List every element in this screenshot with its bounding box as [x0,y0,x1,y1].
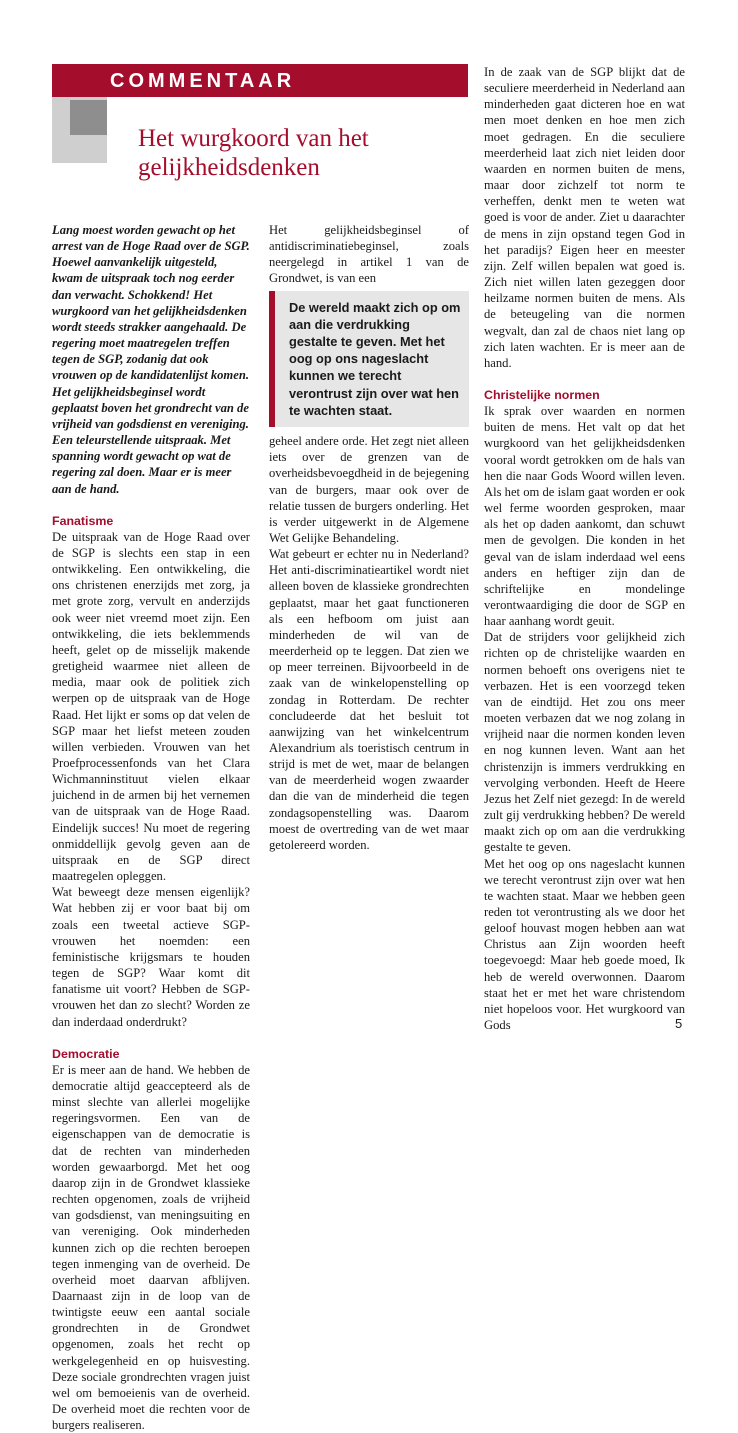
paragraph: Met het oog op ons nageslacht kunnen we terecht verontrust zijn over wat hen te wachten staat. Maar we hebben geen reden tot verontrusting als we door het geloof houvast mogen hebben aan wat Christus aan Zijn woorden heeft toegevoegd: Maar heb goede moed, Ik heb de wereld overwonnen. Daarom staat het er met het ware christendom niet hopeloos voor. Het wurgkoord van Gods [484,856,685,1033]
article-title: Het wurgkoord van het gelijkheidsdenken [138,125,369,181]
paragraph: Het gelijkheidsbeginsel of antidiscriminatiebeginsel, zoals neergelegd in artikel 1 van de Grondwet, is van een [269,223,469,286]
column-2 [269,222,469,853]
lead-paragraph: Lang moest worden gewacht op het arrest van de Hoge Raad over de SGP. Hoewel aanvankelijk uitgesteld, kwam de uitspraak toch nog eerder dan verwacht. Schokkend! Het wurgkoord van het gelijkheidsdenken wordt steeds strakker aangehaald. De regering moet maatregelen treffen tegen de SGP, zodanig dat ook vrouwen op de kandidatenlijst komen. Het gelijkheidsbeginsel wordt geplaatst boven het grondrecht van de vrijheid van godsdienst en vereniging. Een teleurstellende uitspraak. Met spanning wordt gewacht op wat de regering zal doen. Maar er is meer aan de hand. [52,223,250,496]
paragraph: Dat de strijders voor gelijkheid zich richten op de christelijke waarden en normen behoeft ons overigens niet te verbazen. Het is een voorzegd teken van de eindtijd. Het zou ons meer moeten verbazen dat we nog zolang in vrijheid naar die normen konden leven en nog kunnen leven. Want aan het christenzijn is immers verdrukking en vervolging verbonden. Heeft de Heere Jezus het Zelf niet gezegd: In de wereld zult gij verdrukking hebben? De wereld maakt zich op om aan die verdrukking gestalte te geven. [484,630,685,855]
decorative-dark-square [70,100,107,135]
paragraph: In de zaak van de SGP blijkt dat de seculiere meerderheid in Nederland aan minderheden gaat dicteren hoe en wat men moet denken en hoe men zich moet gedragen. En die seculiere meerderheid laat zich niet leiden door waarden en normen buiten de mens, maar door zichzelf tot norm te verheffen, denkt men te weten wat goed is voor de ander. Ziet u daarachter de mens in zijn opstand tegen God in het paradijs? Eigen heer en meester zijn. Zelf willen bepalen wat goed is. Zich niet willen laten gezeggen door heilzame normen buiten de mens. Als de beteugeling van die normen wegvalt, dan zal de chaos niet lang op zich laten wachten. Er is meer aan de hand. [484,65,685,370]
paragraph: De uitspraak van de Hoge Raad over de SGP is slechts een stap in een ontwikkeling. Een ontwikkeling, die ons christenen enerzijds met zorg, ja met grote zorg, vervult en anderzijds ook weer niet vreemd moet zijn. Een ontwikkeling, die iets beklemmends heeft, gelet op de misselijk makende gretigheid waarmee niet alleen de media, maar ook de politiek zich werpen op de uitspraak van de Hoge Raad. Het lijkt er soms op dat velen de SGP maar het liefst meteen zouden willen verbieden. Vrouwen van het Proefprocessenfonds van het Clara Wichmanninstituut vielen elkaar juichend in de armen bij het vernemen van de uitspraak van de Hoge Raad. Eindelijk succes! Nu moet de regering onmiddellijk gevolg geven aan de uitspraak en de SGP direct maatregelen opleggen. [52,529,250,884]
section-banner [52,64,468,97]
page-number: 5 [675,1016,683,1031]
column-3 [484,64,685,1033]
paragraph: geheel andere orde. Het zegt niet alleen iets over de grenzen van de overheidsbevoegdheid in de bejegening van de burgers, maar ook over de relatie tussen de burgers onderling. Het is verder uitgewerkt in de Algemene Wet Gelijke Behandeling. [269,434,469,545]
pull-quote: De wereld maakt zich op om aan die verdrukking gestalte te geven. Met het oog op ons nageslacht kunnen we terecht verontrust zijn over wat hen te wachten staat. [269,291,469,427]
section-label: COMMENTAAR [110,70,296,92]
paragraph: Wat beweegt deze mensen eigenlijk? Wat hebben zij er voor baat bij om zoals een tweetal actieve SGP-vrouwen het noemden: een feministische krijgsmars te houden tegen de SGP? Waar komt dit fanatisme uit voort? Hebben de SGP-vrouwen het dan zo slecht? Worden ze dan inderdaad onderdrukt? [52,885,250,1029]
paragraph: Er is meer aan de hand. We hebben de democratie altijd geaccepteerd als de minst slechte van allerlei mogelijke regeringsvormen. Een van de eigenschappen van de democratie is dat de rechten van minderheden worden gewaarborgd. Met het oog daarop zijn in de Grondwet klassieke rechten opgenomen, zoals de vrijheid van godsdienst, van meningsuiting en van vereniging. Ook minderheden kunnen zich op die rechten beroepen tegen inmenging van de overheid. De overheid moet daarvan afblijven. Daarnaast zijn in de loop van de twintigste eeuw een aantal sociale grondrechten in de Grondwet opgenomen, zoals het recht op werkgelegenheid en op huisvesting. Deze sociale grondrechten vragen juist wel om bemoeienis van de overheid. De overheid moet die rechten voor de burgers realiseren. [52,1062,250,1433]
subheading-democratie: Democratie [52,1046,120,1061]
subheading-fanatisme: Fanatisme [52,513,114,528]
paragraph: Ik sprak over waarden en normen buiten de mens. Het valt op dat het wurgkoord van het gelijkheidsdenken vooral wordt getrokken om de hals van hen die naar Gods Woord willen leven. Als het om de islam gaat worden er ook wel ferme woorden gesproken, maar als het op daden aankomt, dan schuwt men de gevolgen. Die konden in het geval van de islam inderdaad wel eens anders en heftiger zijn dan de schriftelijke en mondelinge verontwaardiging die door de SGP en haar aanhang wordt geuit. [484,404,685,629]
paragraph: Wat gebeurt er echter nu in Nederland? Het anti-discriminatieartikel wordt niet alleen boven de klassieke grondrechten geplaatst, maar het gaat functioneren als een hefboom om juist aan minderheden de wil van de meerderheid op te leggen. Dat zien we op meer terreinen. Bijvoorbeeld in de zaak van de winkelopenstelling op zondag in Rotterdam. De rechter concludeerde dat het besluit tot aanwijzing van het winkelcentrum Alexandrium als toeristisch centrum in strijd is met de wet, maar de belangen van de meerderheid wogen zwaarder dan die van de minderheid die tegen zondagsopenstelling was. Daarom moest de overtreding van de wet maar getolereerd worden. [269,547,469,852]
column-1 [52,222,250,1433]
subheading-christelijke-normen: Christelijke normen [484,387,600,402]
